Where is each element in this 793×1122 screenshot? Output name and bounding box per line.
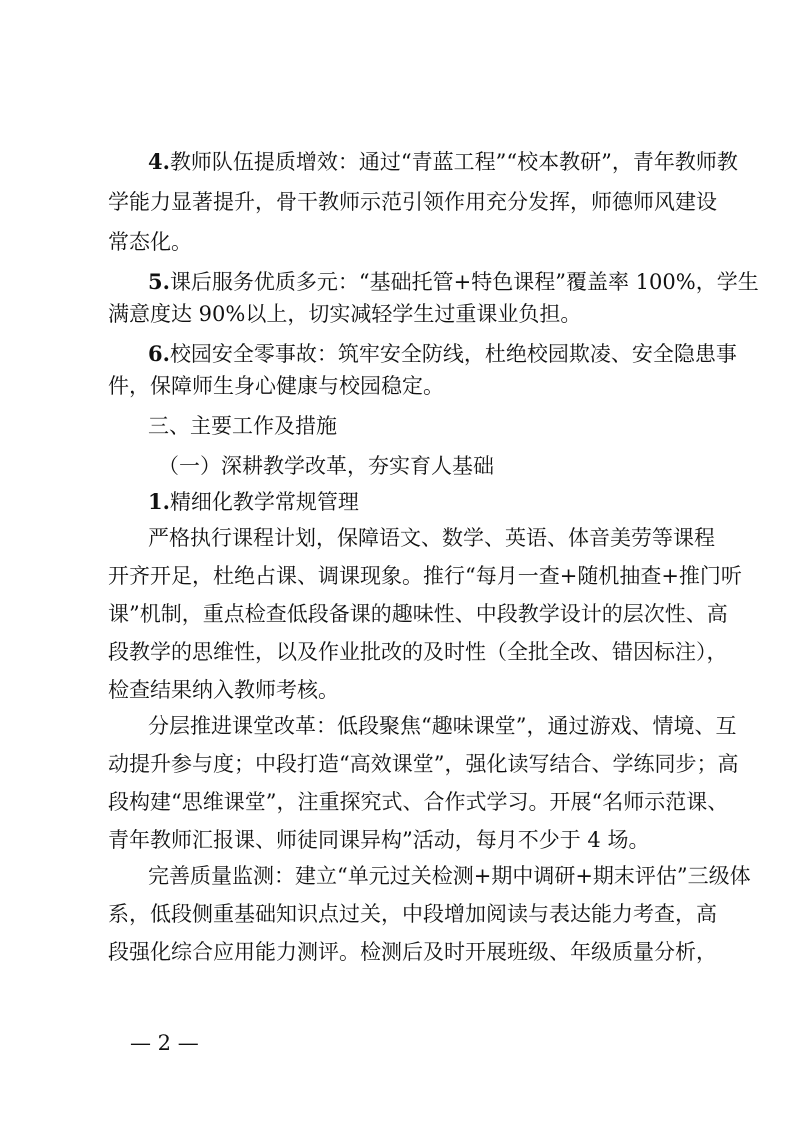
section-heading: 三、主要工作及措施 — [148, 414, 337, 438]
point-title: 精细化教学常规管理 — [169, 490, 359, 514]
item-afterschool-line1 — [148, 268, 759, 296]
item-afterschool-number: 5. — [148, 269, 170, 294]
item-teacher-line1 — [148, 148, 738, 176]
item-teacher-line2: 学能力显著提升，骨干教师示范引领作用充分发挥，师德师风建设 — [108, 190, 717, 214]
paragraph-classroom-line4: 青年教师汇报课、师徒同课异构”活动，每月不少于 4 场。 — [108, 828, 650, 852]
item-safety-line2: 件，保障师生身心健康与校园稳定。 — [108, 374, 444, 398]
paragraph-quality-line3: 段强化综合应用能力测评。检测后及时开展班级、年级质量分析， — [108, 940, 717, 964]
item-safety-number: 6. — [148, 341, 170, 366]
paragraph-routine-line1: 严格执行课程计划，保障语文、数学、英语、体音美劳等课程 — [148, 526, 715, 550]
page-number: — 2 — — [130, 1031, 199, 1055]
paragraph-quality-line1: 完善质量监测：建立“单元过关检测+期中调研+期末评估”三级体 — [148, 864, 751, 888]
item-safety-line1 — [148, 340, 738, 368]
point-heading — [148, 488, 738, 516]
paragraph-classroom-line3: 段构建“思维课堂”，注重探究式、合作式学习。开展“名师示范课、 — [108, 790, 729, 814]
item-safety-text-1: 校园安全零事故：筑牢安全防线，杜绝校园欺凌、安全隐患事 — [169, 342, 737, 366]
item-afterschool-text-1: 课后服务优质多元：“基础托管+特色课程”覆盖率 100%，学生 — [169, 270, 759, 294]
paragraph-classroom-line2: 动提升参与度；中段打造“高效课堂”，强化读写结合、学练同步；高 — [108, 752, 739, 776]
point-number: 1. — [148, 489, 170, 514]
paragraph-quality-line2: 系，低段侧重基础知识点过关，中段增加阅读与表达能力考查，高 — [108, 902, 717, 926]
paragraph-routine-line3: 课”机制，重点检查低段备课的趣味性、中段教学设计的层次性、高 — [108, 602, 728, 626]
item-afterschool-line2: 满意度达 90%以上，切实减轻学生过重课业负担。 — [108, 302, 582, 326]
paragraph-routine-line4: 段教学的思维性，以及作业批改的及时性（全批全改、错因标注）， — [108, 640, 728, 664]
item-teacher-number: 4. — [148, 149, 170, 174]
item-teacher-text-1: 教师队伍提质增效：通过“青蓝工程”“校本教研”，青年教师教 — [169, 150, 738, 174]
paragraph-classroom-line1: 分层推进课堂改革：低段聚焦“趣味课堂”，通过游戏、情境、互 — [148, 714, 737, 738]
paragraph-routine-line5: 检查结果纳入教师考核。 — [108, 678, 339, 702]
subsection-heading: （一）深耕教学改革，夯实育人基础 — [158, 454, 494, 478]
item-teacher-line3: 常态化。 — [108, 230, 192, 254]
paragraph-routine-line2: 开齐开足，杜绝占课、调课现象。推行“每月一查+随机抽查+推门听 — [108, 564, 742, 588]
